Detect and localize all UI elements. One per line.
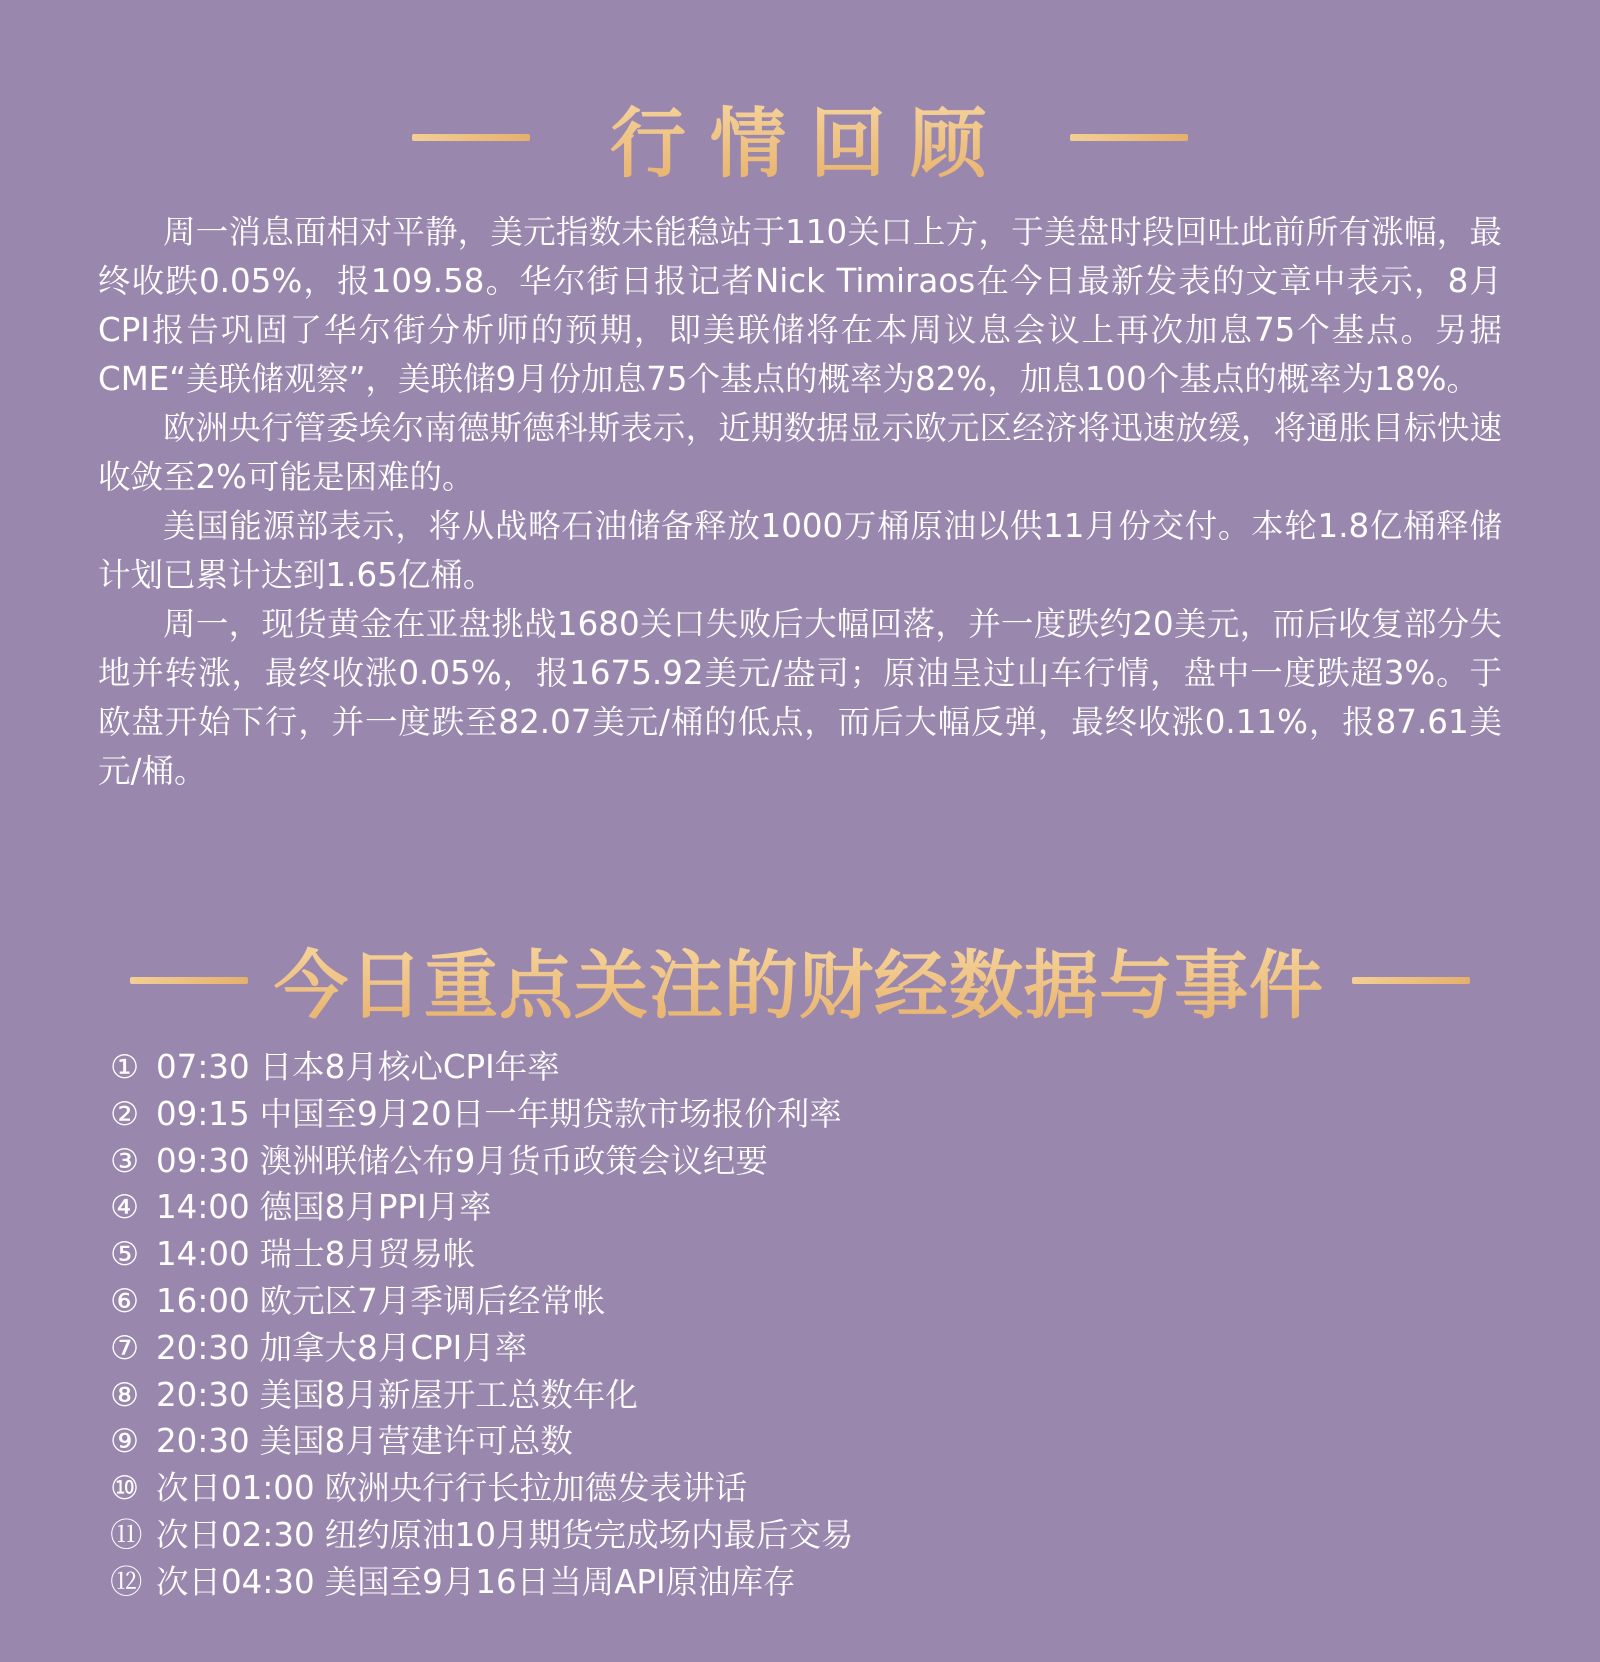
item-time: 20:30	[156, 1422, 250, 1461]
review-paragraph: 欧洲央行管委埃尔南德斯德科斯表示，近期数据显示欧元区经济将迅速放缓，将通胀目标快速收敛至2%可能是困难的。	[98, 409, 1502, 496]
list-item	[110, 1044, 854, 1091]
list-item	[110, 1372, 854, 1419]
left-decorative-line	[412, 134, 530, 141]
item-time: 次日01:00	[156, 1469, 315, 1508]
item-time: 07:30	[156, 1048, 250, 1086]
item-text: 澳洲联储公布9月货币政策会议纪要	[259, 1141, 768, 1180]
item-number: ⑧	[110, 1375, 140, 1414]
item-number: ③	[110, 1141, 140, 1180]
list-item	[110, 1231, 854, 1278]
item-time: 09:30	[156, 1141, 250, 1180]
list-item	[110, 1512, 854, 1559]
events-title: 今日重点关注的财经数据与事件	[274, 927, 1324, 1033]
list-item	[110, 1184, 854, 1231]
item-text: 德国8月PPI月率	[259, 1188, 492, 1227]
item-time: 09:15	[156, 1094, 250, 1133]
events-header	[0, 935, 1600, 1029]
list-item	[110, 1559, 854, 1606]
right-decorative-line	[1070, 134, 1188, 141]
item-time: 次日02:30	[156, 1515, 315, 1554]
right-decorative-line	[1352, 977, 1470, 984]
market-review-body	[98, 208, 1502, 796]
item-text: 美国8月新屋开工总数年化	[259, 1375, 638, 1414]
list-item	[110, 1325, 854, 1372]
item-text: 日本8月核心CPI年率	[259, 1048, 560, 1086]
item-number: ⑦	[110, 1328, 140, 1367]
item-time: 20:30	[156, 1375, 250, 1414]
item-time: 16:00	[156, 1281, 250, 1320]
list-item	[110, 1138, 854, 1185]
item-time: 14:00	[156, 1188, 250, 1227]
market-review-title: 行情回顾	[610, 83, 1010, 192]
item-text: 纽约原油10月期货完成场内最后交易	[324, 1515, 854, 1554]
item-number: ⑨	[110, 1422, 140, 1461]
market-review-header	[0, 92, 1600, 188]
item-text: 美国8月营建许可总数	[259, 1422, 573, 1461]
item-text: 欧洲央行行长拉加德发表讲话	[324, 1469, 748, 1508]
item-number: ⑪	[110, 1515, 143, 1554]
item-text: 美国至9月16日当周API原油库存	[324, 1562, 796, 1601]
item-number: ④	[110, 1188, 140, 1227]
item-text: 欧元区7月季调后经常帐	[259, 1281, 606, 1320]
item-number: ①	[110, 1048, 140, 1086]
item-number: ⑫	[110, 1562, 143, 1601]
events-list	[110, 1044, 854, 1606]
item-number: ⑩	[110, 1469, 140, 1508]
item-number: ⑤	[110, 1235, 140, 1274]
item-number: ⑥	[110, 1281, 140, 1320]
review-paragraph: 周一消息面相对平静，美元指数未能稳站于110关口上方，于美盘时段回吐此前所有涨幅，最终收跌0.05%，报109.58。华尔街日报记者Nick Timiraos在今日最新发表的文章中表示，8月CPI报告巩固了华尔街分析师的预期，即美联储将在本周议息会议上再次加息75个基点。另据CME“美联储观察”，美联储9月份加息75个基点的概率为82%，加息100个基点的概率为18%。	[98, 213, 1502, 398]
item-time: 20:30	[156, 1328, 250, 1367]
review-paragraph: 美国能源部表示，将从战略石油储备释放1000万桶原油以供11月份交付。本轮1.8亿桶释储计划已累计达到1.65亿桶。	[98, 507, 1502, 594]
review-paragraph: 周一，现货黄金在亚盘挑战1680关口失败后大幅回落，并一度跌约20美元，而后收复部分失地并转涨，最终收涨0.05%，报1675.92美元/盎司；原油呈过山车行情，盘中一度跌超3%。于欧盘开始下行，并一度跌至82.07美元/桶的低点，而后大幅反弹，最终收涨0.11%，报87.61美元/桶。	[98, 605, 1502, 790]
item-number: ②	[110, 1094, 140, 1133]
item-time: 14:00	[156, 1235, 250, 1274]
item-text: 加拿大8月CPI月率	[259, 1328, 528, 1367]
list-item	[110, 1418, 854, 1465]
item-text: 瑞士8月贸易帐	[259, 1235, 476, 1274]
item-time: 次日04:30	[156, 1562, 315, 1601]
list-item	[110, 1091, 854, 1138]
list-item	[110, 1278, 854, 1325]
list-item	[110, 1465, 854, 1512]
left-decorative-line	[130, 977, 248, 984]
item-text: 中国至9月20日一年期贷款市场报价利率	[259, 1094, 842, 1133]
